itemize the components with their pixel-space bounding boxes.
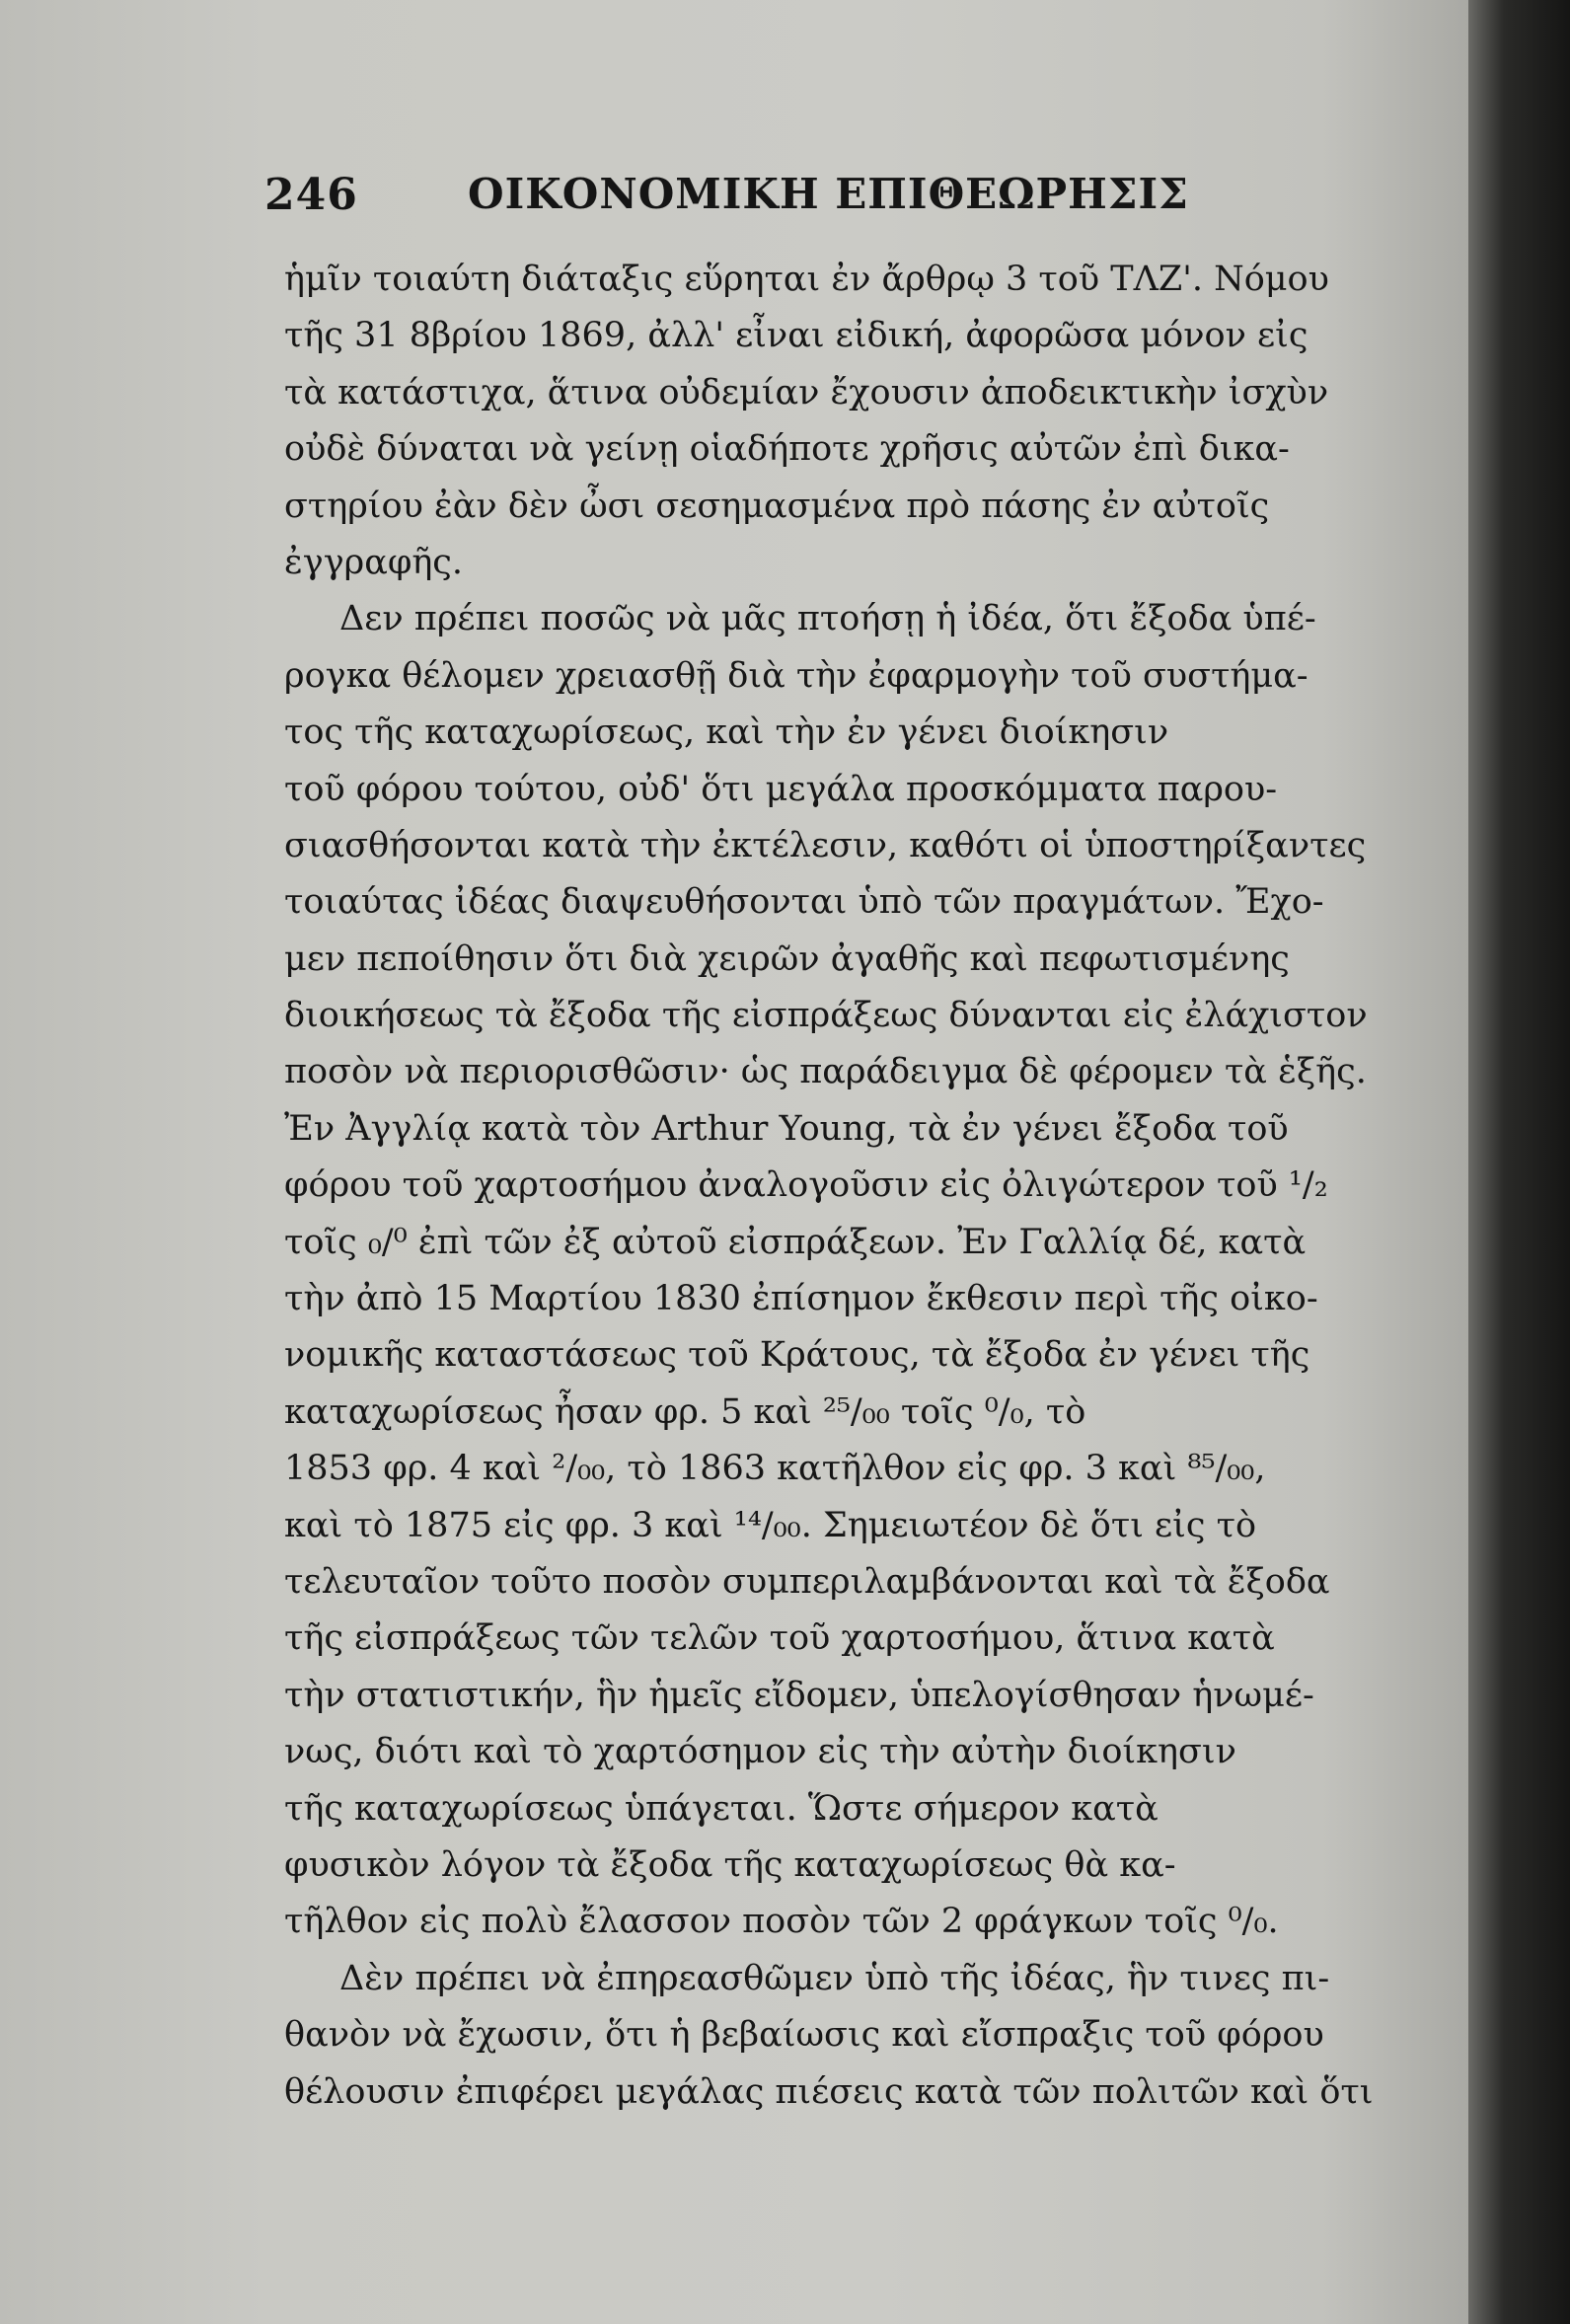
text-line: τὰ κατάστιχα, ἅτινα οὐδεμίαν ἔχουσιν ἀποδεικτικὴν ἰσχὺν <box>284 372 1329 412</box>
paragraph-start-line: Δὲν πρέπει νὰ ἐπηρεασθῶμεν ὑπὸ τῆς ἰδέας, ἣν τινες πι- <box>339 1958 1330 1998</box>
text-line: τελευταῖον τοῦτο ποσὸν συμπεριλαμβάνονται καὶ τὰ ἔξοδα <box>284 1561 1330 1602</box>
text-line: Ἐν Ἀγγλίᾳ κατὰ τὸν Arthur Young, τὰ ἐν γένει ἔξοδα τοῦ <box>284 1108 1289 1149</box>
text-line: νως, διότι καὶ τὸ χαρτόσημον εἰς τὴν αὐτὴν διοίκησιν <box>284 1732 1236 1772</box>
text-line: ποσὸν νὰ περιορισθῶσιν· ὡς παράδειγμα δὲ φέρομεν τὰ ἑξῆς. <box>284 1052 1367 1092</box>
text-line: ρογκα θέλομεν χρειασθῇ διὰ τὴν ἐφαρμογὴν τοῦ συστήμα- <box>284 655 1308 696</box>
text-line: νομικῆς καταστάσεως τοῦ Κράτους, τὰ ἔξοδα ἐν γένει τῆς <box>284 1335 1310 1376</box>
text-line: τὴν ἀπὸ 15 Μαρτίου 1830 ἐπίσημον ἔκθεσιν περὶ τῆς οἰκο- <box>284 1279 1318 1319</box>
page-header <box>264 166 1380 235</box>
text-line: 1853 φρ. 4 καὶ ²/₀₀, τὸ 1863 κατῆλθον εἰς φρ. 3 καὶ ⁸⁵/₀₀, <box>284 1449 1266 1489</box>
text-line: φόρου τοῦ χαρτοσήμου ἀναλογοῦσιν εἰς ὀλιγώτερον τοῦ ¹/₂ <box>284 1165 1328 1206</box>
text-line: σιασθήσονται κατὰ τὴν ἐκτέλεσιν, καθότι οἱ ὑποστηρίξαντες <box>284 825 1367 865</box>
text-line: οὐδὲ δύναται νὰ γείνῃ οἱαδήποτε χρῆσις αὐτῶν ἐπὶ δικα- <box>284 429 1290 470</box>
text-line: τὴν στατιστικήν, ἣν ἡμεῖς εἴδομεν, ὑπελογίσθησαν ἡνωμέ- <box>284 1675 1314 1715</box>
text-line: φυσικὸν λόγον τὰ ἔξοδα τῆς καταχωρίσεως θὰ κα- <box>284 1844 1176 1885</box>
text-line: ἐγγραφῆς. <box>284 542 464 582</box>
running-title: ΟΙΚΟΝΟΜΙΚΗ ΕΠΙΘΕΩΡΗΣΙΣ <box>468 170 1189 218</box>
text-line: τῆς εἰσπράξεως τῶν τελῶν τοῦ χαρτοσήμου, ἅτινα κατὰ <box>284 1618 1275 1659</box>
text-line: τοιαύτας ἰδέας διαψευθήσονται ὑπὸ τῶν πραγμάτων. Ἔχο- <box>284 882 1324 923</box>
text-line: τῆς 31 8βρίου 1869, ἀλλ' εἶναι εἰδική, ἀφορῶσα μόνον εἰς <box>284 316 1308 356</box>
text-line: καταχωρίσεως ἦσαν φρ. 5 καὶ ²⁵/₀₀ τοῖς ⁰/₀, τὸ <box>284 1391 1086 1432</box>
text-line: καὶ τὸ 1875 εἰς φρ. 3 καὶ ¹⁴/₀₀. Σημειωτέον δὲ ὅτι εἰς τὸ <box>284 1505 1257 1545</box>
text-line: τῆς καταχωρίσεως ὑπάγεται. Ὥστε σήμερον κατὰ <box>284 1788 1159 1829</box>
text-line: τῆλθον εἰς πολὺ ἔλασσον ποσὸν τῶν 2 φράγκων τοῖς ⁰/₀. <box>284 1902 1279 1942</box>
text-line: τος τῆς καταχωρίσεως, καὶ τὴν ἐν γένει διοίκησιν <box>284 712 1169 753</box>
text-line: στηρίου ἐὰν δὲν ὦσι σεσημασμένα πρὸ πάσης ἐν αὐτοῖς <box>284 486 1270 526</box>
text-line: τοῖς ₀/⁰ ἐπὶ τῶν ἐξ αὐτοῦ εἰσπράξεων. Ἐν Γαλλίᾳ δέ, κατὰ <box>284 1222 1307 1262</box>
text-line: διοικήσεως τὰ ἔξοδα τῆς εἰσπράξεως δύνανται εἰς ἐλάχιστον <box>284 996 1368 1036</box>
text-line: θέλουσιν ἐπιφέρει μεγάλας πιέσεις κατὰ τῶν πολιτῶν καὶ ὅτι <box>284 2071 1374 2112</box>
book-spine-shadow <box>1468 0 1570 2324</box>
text-line: τοῦ φόρου τούτου, οὐδ' ὅτι μεγάλα προσκόμματα παρου- <box>284 769 1278 809</box>
text-line: ἡμῖν τοιαύτη διάταξις εὕρηται ἐν ἄρθρῳ 3 τοῦ ΤΛΖ'. Νόμου <box>284 260 1329 299</box>
paragraph-start-line: Δεν πρέπει ποσῶς νὰ μᾶς πτοήσῃ ἡ ἰδέα, ὅτι ἔξοδα ὑπέ- <box>339 599 1316 639</box>
body-text <box>284 252 1389 2121</box>
text-line: θανὸν νὰ ἔχωσιν, ὅτι ἡ βεβαίωσις καὶ εἴσπραξις τοῦ φόρου <box>284 2015 1324 2056</box>
page-number: 246 <box>264 170 358 220</box>
text-line: μεν πεποίθησιν ὅτι διὰ χειρῶν ἀγαθῆς καὶ πεφωτισμένης <box>284 938 1290 979</box>
